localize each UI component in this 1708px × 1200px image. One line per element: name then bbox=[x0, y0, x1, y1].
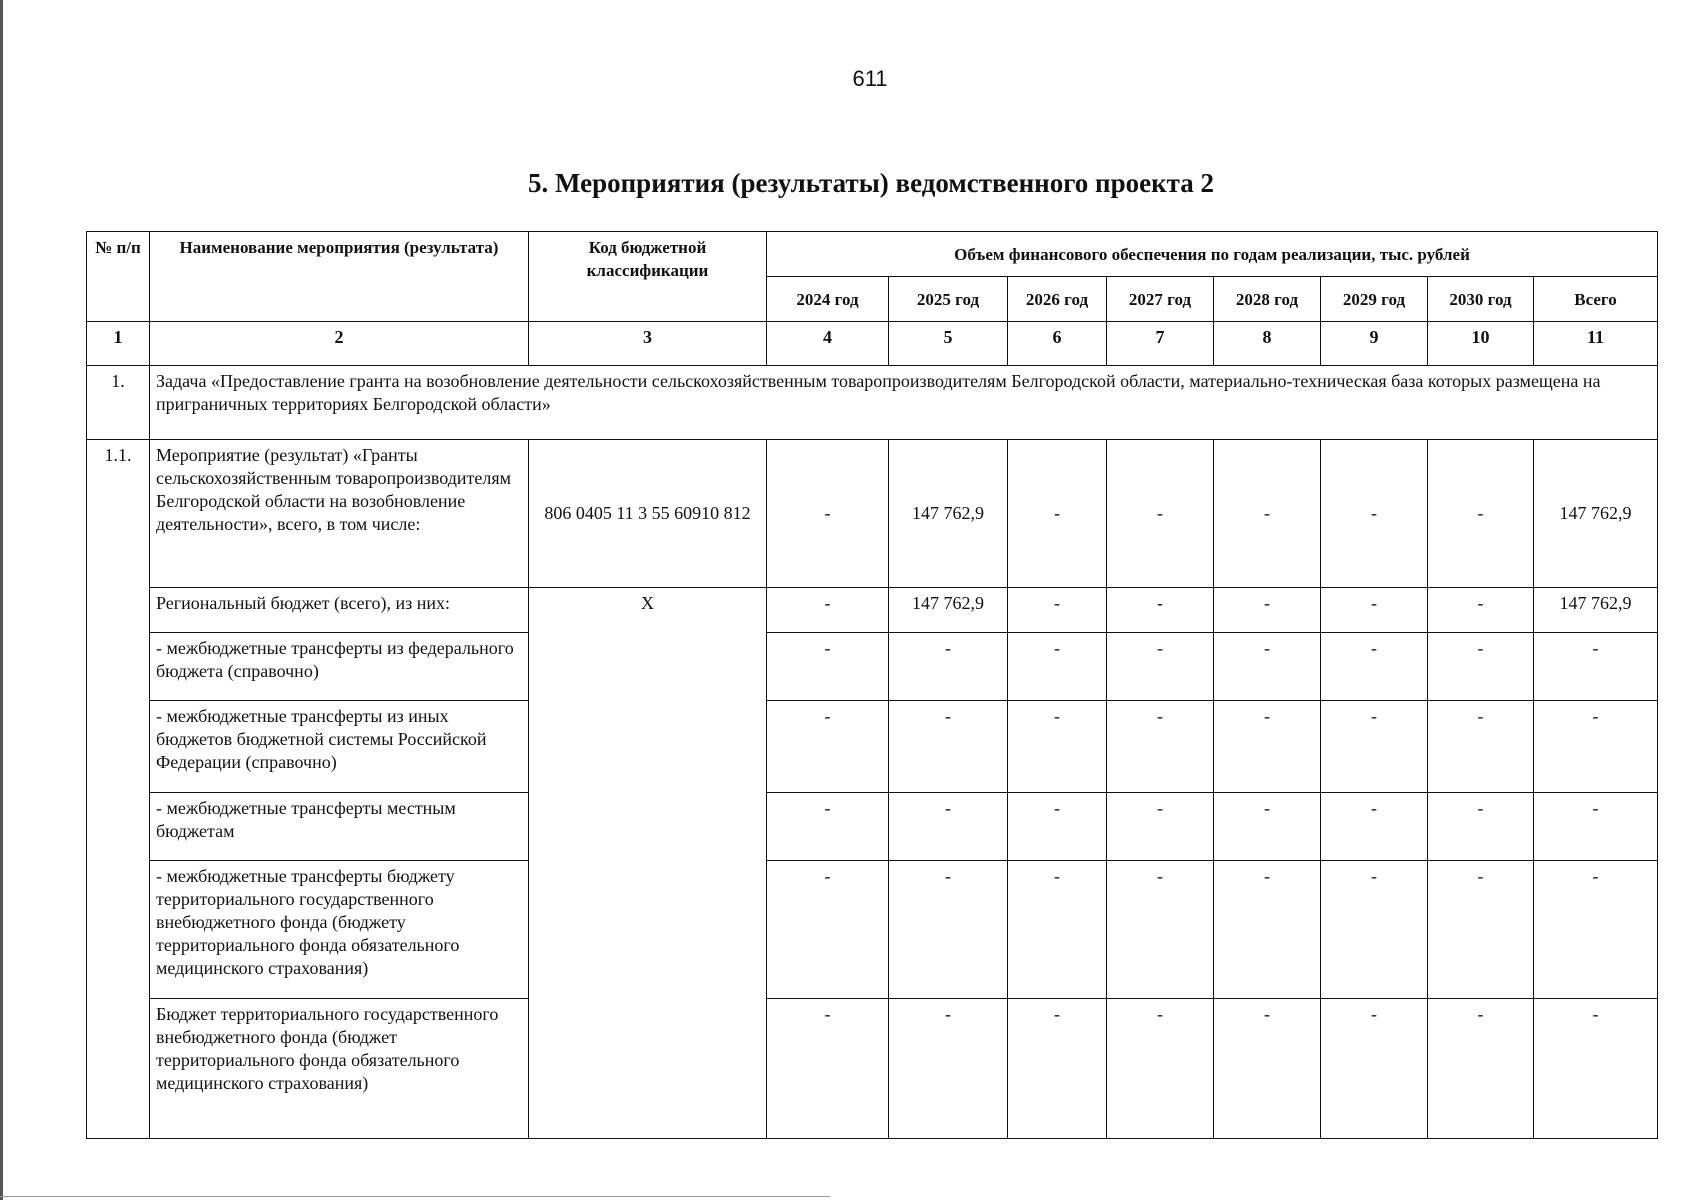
column-number: 1 bbox=[87, 322, 150, 366]
value-cell: - bbox=[1534, 999, 1658, 1139]
value-cell: - bbox=[767, 999, 889, 1139]
value-cell: - bbox=[1321, 793, 1428, 861]
value-cell: - bbox=[1428, 793, 1534, 861]
page-number: 611 bbox=[852, 66, 888, 91]
header-year: 2030 год bbox=[1428, 277, 1534, 322]
row-name: Бюджет территориального государственного внебюджетного фонда (бюджет территориального фонда обязательного медицинского страхования) bbox=[150, 999, 529, 1139]
header-code: Код бюджетной классификации bbox=[529, 232, 767, 322]
header-year: 2027 год bbox=[1107, 277, 1214, 322]
row-name: Региональный бюджет (всего), из них: bbox=[150, 588, 529, 633]
header-year: 2029 год bbox=[1321, 277, 1428, 322]
row-name: - межбюджетные трансферты из иных бюджетов бюджетной системы Российской Федерации (справочно) bbox=[150, 701, 529, 793]
header-name: Наименование мероприятия (результата) bbox=[150, 232, 529, 322]
value-cell: - bbox=[1321, 440, 1428, 588]
value-cell: - bbox=[1534, 793, 1658, 861]
value-cell: - bbox=[1321, 861, 1428, 999]
value-cell: 147 762,9 bbox=[1534, 588, 1658, 633]
value-cell: - bbox=[1107, 701, 1214, 793]
value-cell: - bbox=[767, 793, 889, 861]
task-number: 1. bbox=[87, 366, 150, 440]
page-left-edge bbox=[0, 0, 3, 1200]
value-cell: - bbox=[1428, 861, 1534, 999]
value-cell: - bbox=[1428, 440, 1534, 588]
value-cell: - bbox=[1321, 633, 1428, 701]
value-cell: - bbox=[889, 999, 1008, 1139]
header-total: Всего bbox=[1534, 277, 1658, 322]
value-cell: - bbox=[1214, 588, 1321, 633]
row-code: 806 0405 11 3 55 60910 812 bbox=[529, 440, 767, 588]
row-name: - межбюджетные трансферты местным бюджетам bbox=[150, 793, 529, 861]
row-name: - межбюджетные трансферты из федерального бюджета (справочно) bbox=[150, 633, 529, 701]
value-cell: - bbox=[1321, 701, 1428, 793]
column-number: 2 bbox=[150, 322, 529, 366]
value-cell: - bbox=[1008, 440, 1107, 588]
value-cell: - bbox=[767, 588, 889, 633]
value-cell: - bbox=[767, 861, 889, 999]
value-cell: - bbox=[1107, 588, 1214, 633]
header-year: 2028 год bbox=[1214, 277, 1321, 322]
value-cell: - bbox=[767, 701, 889, 793]
value-cell: - bbox=[1428, 633, 1534, 701]
column-number: 9 bbox=[1321, 322, 1428, 366]
value-cell: - bbox=[1534, 633, 1658, 701]
value-cell: - bbox=[1428, 588, 1534, 633]
column-number: 6 bbox=[1008, 322, 1107, 366]
measures-table bbox=[86, 231, 1658, 1139]
value-cell: - bbox=[767, 440, 889, 588]
value-cell: - bbox=[1428, 999, 1534, 1139]
value-cell: - bbox=[1214, 633, 1321, 701]
value-cell: - bbox=[1428, 701, 1534, 793]
row-name: - межбюджетные трансферты бюджету территориального государственного внебюджетного фонда (бюджету территориального фонда обязательного медицинского страхования) bbox=[150, 861, 529, 999]
column-number: 11 bbox=[1534, 322, 1658, 366]
value-cell: - bbox=[1008, 701, 1107, 793]
value-cell: - bbox=[1008, 999, 1107, 1139]
measure-number: 1.1. bbox=[87, 440, 150, 1139]
value-cell: - bbox=[1008, 633, 1107, 701]
header-year: 2025 год bbox=[889, 277, 1008, 322]
value-cell: 147 762,9 bbox=[1534, 440, 1658, 588]
value-cell: - bbox=[767, 633, 889, 701]
column-number: 10 bbox=[1428, 322, 1534, 366]
value-cell: - bbox=[889, 633, 1008, 701]
header-year: 2024 год bbox=[767, 277, 889, 322]
task-text: Задача «Предоставление гранта на возобновление деятельности сельскохозяйственным товаропроизводителям Белгородской области, материально-техническая база которых размещена на приграничных территориях Белгородской области» bbox=[150, 366, 1658, 440]
value-cell: - bbox=[1214, 701, 1321, 793]
column-number: 3 bbox=[529, 322, 767, 366]
value-cell: - bbox=[1107, 793, 1214, 861]
column-number: 8 bbox=[1214, 322, 1321, 366]
value-cell: - bbox=[1107, 861, 1214, 999]
header-year: 2026 год bbox=[1008, 277, 1107, 322]
value-cell: - bbox=[889, 701, 1008, 793]
value-cell: - bbox=[1534, 701, 1658, 793]
column-number: 5 bbox=[889, 322, 1008, 366]
value-cell: - bbox=[1107, 633, 1214, 701]
page-title: 5. Мероприятия (результаты) ведомственного проекта 2 bbox=[528, 168, 1214, 198]
value-cell: - bbox=[1008, 861, 1107, 999]
value-cell: - bbox=[1214, 861, 1321, 999]
bottom-rule bbox=[0, 1196, 830, 1197]
column-number: 7 bbox=[1107, 322, 1214, 366]
value-cell: - bbox=[1008, 793, 1107, 861]
value-cell: - bbox=[1107, 440, 1214, 588]
header-volume: Объем финансового обеспечения по годам реализации, тыс. рублей bbox=[767, 232, 1658, 277]
value-cell: - bbox=[1008, 588, 1107, 633]
value-cell: - bbox=[1321, 588, 1428, 633]
value-cell: - bbox=[1107, 999, 1214, 1139]
value-cell: - bbox=[1214, 440, 1321, 588]
row-name: Мероприятие (результат) «Гранты сельскохозяйственным товаропроизводителям Белгородской области на возобновление деятельности», всего, в том числе: bbox=[150, 440, 529, 588]
column-number: 4 bbox=[767, 322, 889, 366]
value-cell: - bbox=[889, 861, 1008, 999]
value-cell: - bbox=[1321, 999, 1428, 1139]
value-cell: - bbox=[1214, 999, 1321, 1139]
value-cell: - bbox=[889, 793, 1008, 861]
header-num: № п/п bbox=[87, 232, 150, 322]
value-cell: 147 762,9 bbox=[889, 588, 1008, 633]
value-cell: - bbox=[1214, 793, 1321, 861]
row-code: X bbox=[529, 588, 767, 1139]
value-cell: - bbox=[1534, 861, 1658, 999]
value-cell: 147 762,9 bbox=[889, 440, 1008, 588]
